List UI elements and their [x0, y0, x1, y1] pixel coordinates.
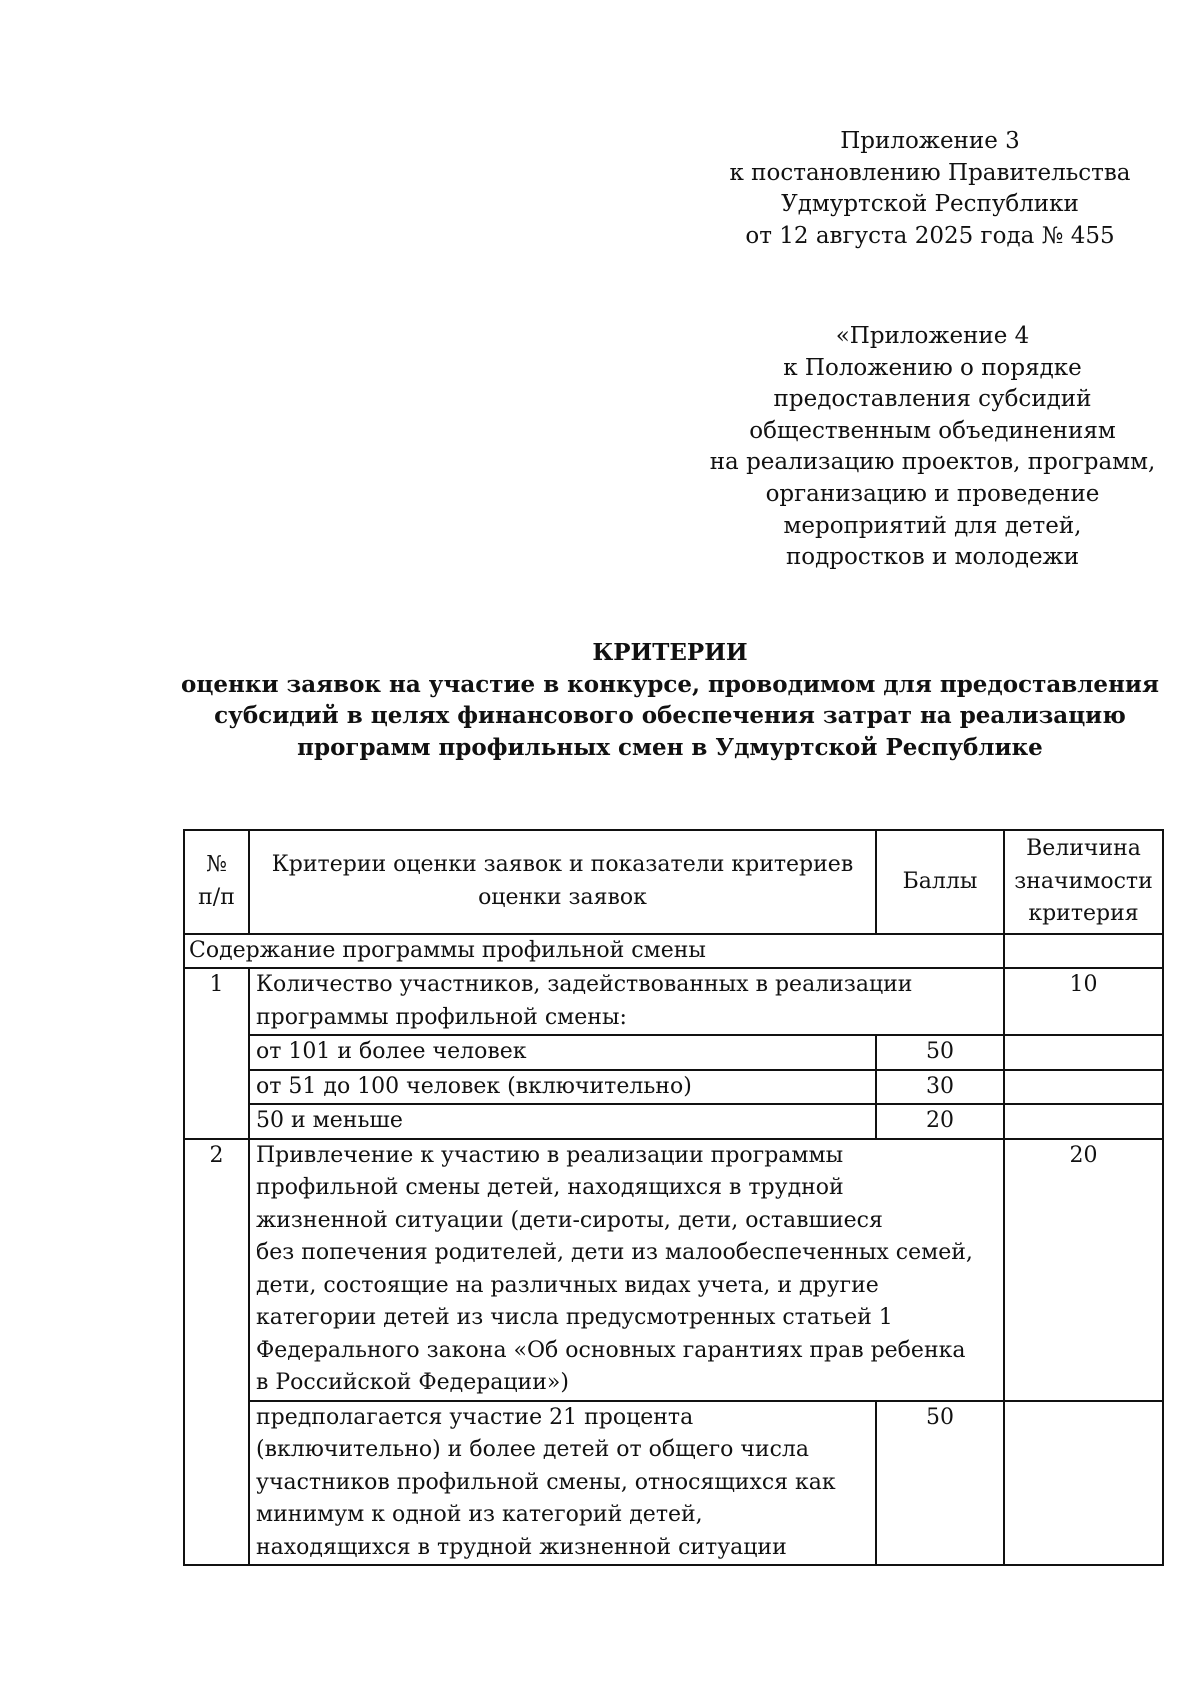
appendix-3-line: Удмуртской Республики	[781, 191, 1079, 218]
criterion-text-line: категории детей из числа предусмотренных статьей 1	[256, 1305, 893, 1330]
appendix-4-line: предоставления субсидий	[773, 386, 1092, 413]
document-title	[150, 637, 1190, 763]
indicator-points: 20	[876, 1104, 1004, 1139]
appendix-4-line: общественным объединениям	[749, 417, 1116, 444]
criterion-text-line: Количество участников, задействованных в реализации	[256, 972, 913, 997]
appendix-4-line: мероприятий для детей,	[783, 512, 1082, 539]
appendix-3-line: от 12 августа 2025 года № 455	[745, 222, 1115, 249]
criterion-text-line: в Российской Федерации»)	[256, 1370, 569, 1395]
header-points	[876, 830, 1004, 934]
indicator-text-line: от 51 до 100 человек (включительно)	[256, 1073, 692, 1099]
criterion-weight: 20	[1004, 1139, 1163, 1401]
indicator-row	[184, 1104, 1163, 1139]
table-header-row	[184, 830, 1163, 934]
indicator-text-line: (включительно) и более детей от общего числа	[256, 1437, 810, 1462]
indicator-weight-cell	[1004, 1401, 1163, 1566]
criterion-weight: 10	[1004, 968, 1163, 1035]
title-heading: КРИТЕРИИ	[592, 639, 748, 666]
criterion-text-line: без попечения родителей, дети из малообеспеченных семей,	[256, 1240, 973, 1265]
indicator-row	[184, 1035, 1163, 1070]
header-weight-line: значимости	[1014, 868, 1153, 894]
appendix-4-header	[685, 321, 1180, 574]
indicator-points: 50	[876, 1401, 1004, 1566]
title-subtitle	[150, 669, 1190, 764]
section-label: Содержание программы профильной смены	[184, 934, 1004, 969]
criterion-number: 1	[184, 968, 249, 1139]
header-number-line: №	[206, 852, 227, 878]
criterion-text	[249, 1139, 1004, 1401]
indicator-points: 50	[876, 1035, 1004, 1070]
header-weight	[1004, 830, 1163, 934]
section-row	[184, 934, 1163, 969]
indicator-row	[184, 1070, 1163, 1105]
indicator-text	[249, 1401, 876, 1566]
appendix-4-line: к Положению о порядке	[783, 354, 1082, 381]
appendix-3-line: Приложение 3	[840, 128, 1020, 154]
criterion-text-line: Федерального закона «Об основных гарантиях прав ребенка	[256, 1337, 966, 1363]
indicator-text-line: предполагается участие 21 процента	[256, 1404, 694, 1430]
indicator-text-line: участников профильной смены, относящихся как	[256, 1469, 836, 1495]
appendix-4-line: организацию и проведение	[765, 480, 1100, 507]
criterion-text-line: программы профильной смены:	[256, 1004, 627, 1030]
indicator-text	[249, 1104, 876, 1139]
criterion-text-line: жизненной ситуации (дети-сироты, дети, оставшиеся	[256, 1207, 883, 1233]
appendix-4-line: подростков и молодежи	[785, 544, 1080, 571]
header-weight-line: критерия	[1028, 901, 1139, 926]
header-weight-line: Величина	[1026, 836, 1141, 861]
criterion-text-line: Привлечение к участию в реализации программы	[256, 1142, 844, 1168]
header-number-line: п/п	[198, 884, 235, 910]
appendix-3-line: к постановлению Правительства	[729, 159, 1131, 186]
indicator-text-line: от 101 и более человек	[256, 1039, 527, 1064]
header-points-line: Баллы	[902, 868, 978, 894]
indicator-weight-cell	[1004, 1035, 1163, 1070]
header-criteria	[249, 830, 876, 934]
indicator-text-line: 50 и меньше	[256, 1108, 403, 1133]
title-subtitle-line: программ профильных смен в Удмуртской Республике	[297, 733, 1043, 761]
indicator-row	[184, 1401, 1163, 1566]
indicator-weight-cell	[1004, 1104, 1163, 1139]
criteria-table	[183, 829, 1164, 1566]
indicator-weight-cell	[1004, 1070, 1163, 1105]
title-subtitle-line: субсидий в целях финансового обеспечения затрат на реализацию	[214, 702, 1126, 730]
criterion-row	[184, 968, 1163, 1035]
indicator-text	[249, 1070, 876, 1105]
indicator-text-line: находящихся в трудной жизненной ситуации	[256, 1534, 787, 1560]
section-weight-cell	[1004, 934, 1163, 969]
appendix-3-header	[690, 126, 1170, 252]
criterion-text-line: профильной смены детей, находящихся в трудной	[256, 1175, 844, 1200]
indicator-text-line: минимум к одной из категорий детей,	[256, 1502, 703, 1527]
title-subtitle-line: оценки заявок на участие в конкурсе, проводимом для предоставления	[181, 670, 1159, 698]
header-number	[184, 830, 249, 934]
criterion-text-line: дети, состоящие на различных видах учета, и другие	[256, 1272, 879, 1298]
header-criteria-line: Критерии оценки заявок и показатели критериев	[271, 852, 854, 878]
criterion-text	[249, 968, 1004, 1035]
appendix-4-line: «Приложение 4	[835, 323, 1030, 349]
criterion-row	[184, 1139, 1163, 1401]
indicator-text	[249, 1035, 876, 1070]
criterion-number: 2	[184, 1139, 249, 1566]
appendix-4-line: на реализацию проектов, программ,	[709, 449, 1156, 476]
header-criteria-line: оценки заявок	[478, 884, 647, 910]
table-body	[184, 934, 1163, 1566]
indicator-points: 30	[876, 1070, 1004, 1105]
